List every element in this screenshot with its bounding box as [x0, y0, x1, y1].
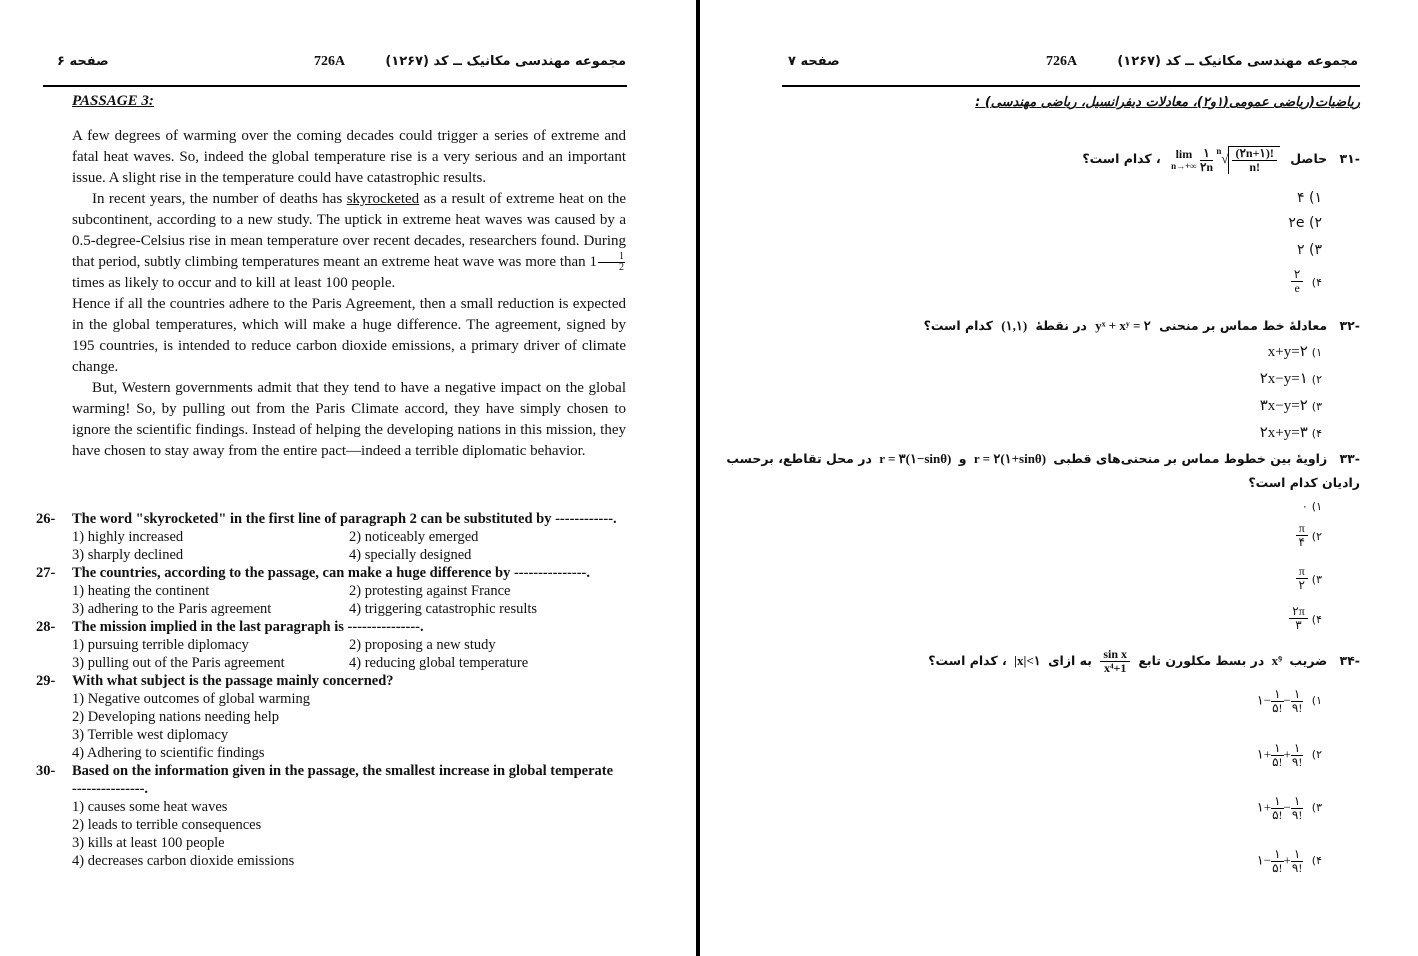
question-33-line-2: رادیان کدام است؟	[1248, 475, 1360, 490]
question-options	[72, 690, 632, 762]
fraction-one-half: $\frac{1}{2}$	[598, 252, 625, 273]
question-30: 30- Based on the information given in the passage, the smallest increase in global temperate ---------------. 1) causes some heat waves 2) leads to terrible consequences 3) kills at least 100 people 4) decreases carbon dioxide emissions	[36, 762, 632, 870]
option-2[interactable]: 2) noticeably emerged	[349, 529, 479, 545]
option-1[interactable]: 1) Negative outcomes of global warming	[72, 691, 310, 707]
q32-option-4[interactable]: ۴)۲x+y=۳	[1259, 425, 1322, 441]
question-options	[72, 636, 632, 672]
question-stem: Based on the information given in the passage, the smallest increase in global temperate	[72, 763, 614, 779]
question-29: 29- With what subject is the passage mainly concerned? 1) Negative outcomes of global warming 2) Developing nations needing help 3) Terrible west diplomacy 4) Adhering to scientific findings	[36, 672, 632, 762]
question-options	[72, 798, 632, 870]
right-page-header-title: مجموعه مهندسی مکانیک ــ کد (۱۲۶۷)	[1117, 54, 1358, 69]
question-list	[36, 510, 632, 870]
question-34: -۳۴ ضریب x⁹ در بسط مکلورن تابع $\frac{\text{sin x}}{\text{1+x⁴}}$ به ازای |x|<۱ ، کدام است؟	[928, 647, 1360, 675]
option-4[interactable]: 4) triggering catastrophic results	[349, 601, 538, 617]
q31-option-1[interactable]: ۱) ۴	[1297, 190, 1322, 206]
option-4[interactable]: 4) decreases carbon dioxide emissions	[72, 853, 295, 869]
question-28: 28- The mission implied in the last paragraph is ---------------. 1) pursuing terrible diplomacy 2) proposing a new study 3) pulling out of the Paris agreement 4) reducing global temperature	[36, 618, 632, 672]
question-31: -۳۱ حاصل lim n→+∞ ۱ ۲n $^n$√ $\frac{(۲n+۱)!}{n!}$ ، کدام است؟	[1082, 145, 1360, 174]
question-stem: With what subject is the passage mainly concerned?	[72, 673, 394, 689]
left-page	[0, 0, 696, 956]
paragraph-4: But, Western governments admit that they tend to have a negative impact on the global warming! So, by pulling out from the Paris Climate accord, they have simply chosen to ignore the scientific findings. Instead of helping the developing nations in this mission, they have chosen to stay away from the entire pact—indeed a terrible diplomatic behavior.	[72, 380, 626, 460]
option-3[interactable]: 3) pulling out of the Paris agreement	[72, 655, 285, 671]
question-stem: The word "skyrocketed" in the first line of paragraph 2 can be substituted by ------------.	[72, 511, 617, 527]
q34-option-2[interactable]: ۲) ۱+ ۱ ۵! + ۱ ۹!	[1256, 741, 1322, 769]
q31-option-3[interactable]: ۳) ۲	[1297, 242, 1322, 258]
q32-option-2[interactable]: ۲)۲x−y=۱	[1259, 371, 1322, 387]
option-3[interactable]: 3) adhering to the Paris agreement	[72, 601, 272, 617]
paragraph-1: A few degrees of warming over the coming decades could trigger a series of extreme and fatal heat waves. So, indeed the global temperature rise is a very serious and an important issue. A slight rise in the temperature could have catastrophic results.	[72, 128, 626, 186]
q32-option-3[interactable]: ۳)۳x−y=۲	[1259, 398, 1322, 414]
option-3[interactable]: 3) kills at least 100 people	[72, 835, 225, 851]
option-3[interactable]: 3) sharply declined	[72, 547, 184, 563]
right-page-number: صفحه ۷	[788, 54, 840, 69]
paragraph-2: In recent years, the number of deaths has skyrocketed as a result of extreme heat on the subcontinent, according to a new study. The uptick in extreme heat waves was caused by a 0.5-degree-Celsius rise in mean temperature over recent decades, researchers found. During that period, subtly climbing temperatures meant an extreme heat wave was more than 1 $\frac{1}{2}$ times as likely to occur and to kill at least 100 people.	[72, 191, 626, 292]
q33-option-1[interactable]: ۱)۰	[1301, 500, 1322, 513]
question-options	[72, 528, 632, 564]
q31-option-4[interactable]: ۴) ۲ e	[1291, 268, 1322, 295]
right-page-header	[700, 54, 1418, 74]
option-2[interactable]: 2) protesting against France	[349, 583, 511, 599]
q31-expression: lim n→+∞ ۱ ۲n $^n$√ $\frac{(۲n+۱)!}{n!}$	[1171, 146, 1280, 174]
left-page-number: صفحه ۶	[57, 54, 109, 69]
question-options	[72, 582, 632, 618]
q32-option-1[interactable]: ۱)x+y=۲	[1267, 344, 1322, 360]
option-1[interactable]: 1) pursuing terrible diplomacy	[72, 637, 249, 653]
left-header-rule	[43, 85, 627, 87]
right-header-rule	[782, 85, 1360, 87]
option-1[interactable]: 1) heating the continent	[72, 583, 210, 599]
option-1[interactable]: 1) highly increased	[72, 529, 184, 545]
q31-option-2[interactable]: ۲) ۲e	[1288, 215, 1322, 231]
question-33: -۳۳ زاویهٔ بین خطوط مماس بر منحنی‌های قطبی r = ۲(۱+sinθ) و r = ۳(۱−sinθ) در محل تقاطع، برحسب	[726, 451, 1360, 466]
option-2[interactable]: 2) Developing nations needing help	[72, 709, 279, 725]
option-4[interactable]: 4) specially designed	[349, 547, 472, 563]
option-4[interactable]: 4) Adhering to scientific findings	[72, 745, 265, 761]
q34-option-4[interactable]: ۴) ۱− ۱ ۵! + ۱ ۹!	[1256, 847, 1322, 875]
left-page-code: 726A	[314, 54, 346, 69]
q33-option-2[interactable]: ۲) π ۴	[1296, 522, 1322, 549]
option-4[interactable]: 4) reducing global temperature	[349, 655, 529, 671]
paragraph-3: Hence if all the countries adhere to the Paris Agreement, then a small reduction is expected in the global temperatures, which will make a huge difference. The agreement, signed by 195 countries, is intended to reduce carbon dioxide emissions, a primary driver of climate change.	[72, 296, 626, 376]
passage-title: PASSAGE 3:	[72, 93, 154, 109]
option-3[interactable]: 3) Terrible west diplomacy	[72, 727, 229, 743]
q34-option-3[interactable]: ۳) ۱+ ۱ ۵! − ۱ ۹!	[1256, 794, 1322, 822]
option-1[interactable]: 1) causes some heat waves	[72, 799, 228, 815]
section-title: ریاضیات(ریاضی عمومی(۱و۲)، معادلات دیفرانسیل، ریاضی مهندسی) :	[975, 95, 1360, 110]
q33-option-4[interactable]: ۴) ۲π ۳	[1289, 605, 1322, 632]
option-2[interactable]: 2) proposing a new study	[349, 637, 496, 653]
question-32: -۳۲ معادلهٔ خط مماس بر منحنی yˣ + xʸ = ۲ در نقطهٔ (۱,۱) کدام است؟	[923, 318, 1360, 333]
question-27: 27- The countries, according to the passage, can make a huge difference by ---------------. 1) heating the continent 2) protesting against France 3) adhering to the Paris agreement 4) triggering catastrophic results	[36, 564, 632, 618]
q33-option-3[interactable]: ۳) π ۲	[1296, 565, 1322, 592]
right-page	[700, 0, 1418, 956]
option-2[interactable]: 2) leads to terrible consequences	[72, 817, 262, 833]
question-26: 26- The word "skyrocketed" in the first line of paragraph 2 can be substituted by ------------. 1) highly increased 2) noticeably emerged 3) sharply declined 4) specially designed	[36, 510, 632, 564]
left-page-header	[0, 54, 696, 74]
right-page-code: 726A	[1046, 54, 1078, 69]
underlined-word: skyrocketed	[346, 191, 420, 207]
question-stem: The countries, according to the passage, can make a huge difference by ---------------.	[72, 565, 591, 581]
question-stem: The mission implied in the last paragraph is ---------------.	[72, 619, 424, 635]
q34-option-1[interactable]: ۱) ۱− ۱ ۵! − ۱ ۹!	[1256, 687, 1322, 715]
passage-text	[72, 126, 626, 462]
left-page-header-title: مجموعه مهندسی مکانیک ــ کد (۱۲۶۷)	[385, 54, 626, 69]
question-stem-continuation: ---------------.	[72, 781, 149, 797]
